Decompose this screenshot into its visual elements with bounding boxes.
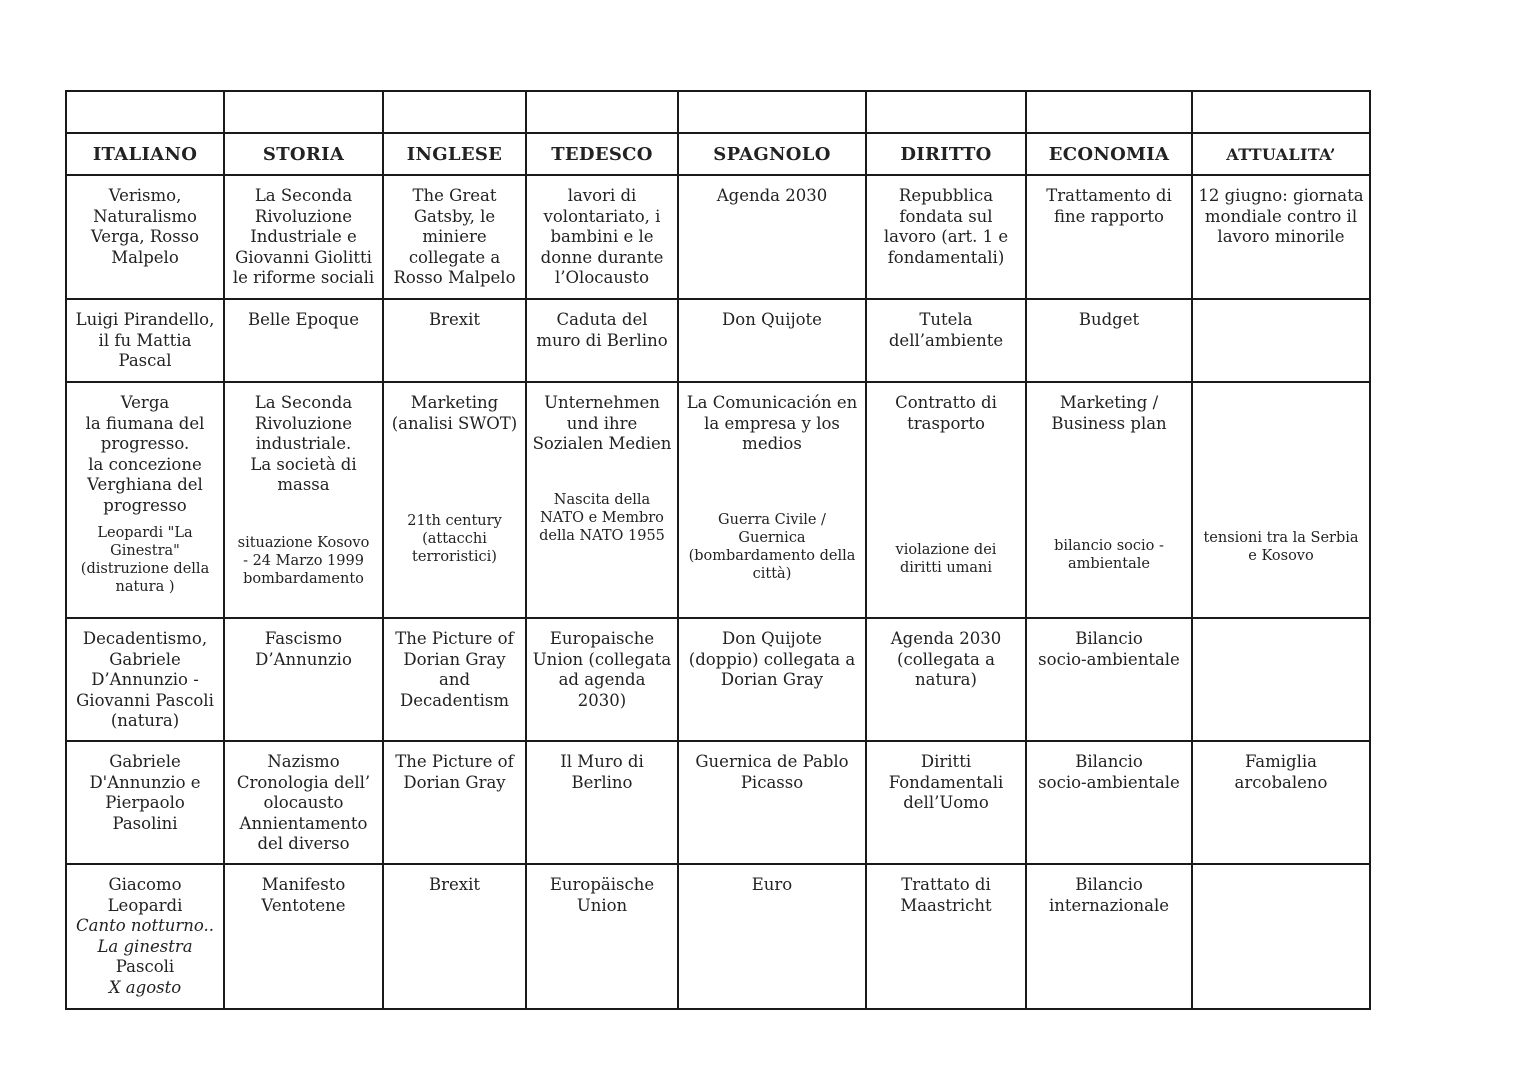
table-row xyxy=(66,175,1370,299)
header-attualita: ATTUALITA’ xyxy=(1192,133,1370,175)
header-inglese: INGLESE xyxy=(383,133,526,175)
cell-economia xyxy=(1026,741,1192,864)
cell-text-line: Unternehmen xyxy=(544,393,660,412)
cell-text-line: Fondamentali xyxy=(888,772,1004,792)
blank-cell xyxy=(383,91,526,133)
cell-italiano xyxy=(66,864,224,1009)
header-spagnolo: SPAGNOLO xyxy=(678,133,866,175)
cell-spagnolo xyxy=(678,175,866,299)
cell-text-line: medios xyxy=(742,434,802,453)
cell-text-line: Nascita della xyxy=(553,491,651,508)
cell-text-line: il fu Mattia xyxy=(98,330,192,350)
cell-spagnolo xyxy=(678,864,866,1009)
cell-text-line: - 24 Marzo 1999 xyxy=(243,552,364,569)
cell-text-line: l’Olocausto xyxy=(555,268,649,287)
cell-inglese xyxy=(383,175,526,299)
cell-storia xyxy=(224,175,383,299)
header-diritto: DIRITTO xyxy=(866,133,1026,175)
table-row xyxy=(66,299,1370,382)
cell-text-line: socio-ambientale xyxy=(1038,649,1180,669)
cell-text-line: Trattamento di xyxy=(1046,186,1172,205)
cell-storia xyxy=(224,618,383,741)
cell-inglese xyxy=(383,299,526,382)
cell-attualita xyxy=(1192,299,1370,382)
cell-text-line: fondamentali) xyxy=(887,247,1005,267)
cell-text-line: le riforme sociali xyxy=(232,268,375,287)
cell-text-line: Caduta del xyxy=(556,310,648,329)
cell-text-line: Guernica xyxy=(738,529,806,546)
blank-cell xyxy=(66,91,224,133)
cell-text-line: situazione Kosovo xyxy=(237,534,370,551)
cell-text-line: Manifesto xyxy=(261,875,346,894)
cell-text-line: Belle Epoque xyxy=(248,310,359,329)
cell-text-line: ad agenda xyxy=(558,670,646,689)
cell-text-line: 2030) xyxy=(577,690,627,710)
cell-text-line: donne durante xyxy=(540,247,664,267)
header-row xyxy=(66,133,1370,175)
cell-text-line: olocausto xyxy=(263,793,344,812)
cell-text-line: Ginestra" xyxy=(110,543,180,559)
cell-text-line: natura) xyxy=(915,670,977,689)
cell-text-line: Fascismo xyxy=(264,629,343,648)
cell-text-line: und ihre xyxy=(566,413,638,433)
cell-text-line: progresso xyxy=(103,495,187,515)
cell-text-line: Brexit xyxy=(429,310,480,329)
cell-text-line: La Seconda xyxy=(254,186,353,205)
cell-text-line: La società di xyxy=(250,454,357,474)
blank-cell xyxy=(526,91,678,133)
cell-text-line: Bilancio xyxy=(1075,752,1143,771)
cell-text-line: Union (collegata xyxy=(532,649,672,669)
cell-text-line: Pierpaolo xyxy=(105,793,185,812)
cell-text-line: Euro xyxy=(751,875,793,894)
cell-text-line: Gabriele xyxy=(109,649,181,669)
cell-storia xyxy=(224,741,383,864)
cell-text-line: trasporto xyxy=(907,413,985,433)
cell-italiano xyxy=(66,175,224,299)
cell-spagnolo xyxy=(678,741,866,864)
cell-text-line: Il Muro di xyxy=(560,752,644,771)
cell-text-line: Rosso Malpelo xyxy=(393,268,516,287)
blank-cell xyxy=(1026,91,1192,133)
cell-tedesco xyxy=(526,864,678,1009)
cell-text-line: fondata sul xyxy=(899,206,993,226)
cell-text-line: dell’ambiente xyxy=(888,330,1004,350)
cell-text-line: Annientamento xyxy=(239,813,368,833)
cell-text-line: Pasolini xyxy=(112,813,178,833)
cell-economia xyxy=(1026,382,1192,618)
cell-italiano xyxy=(66,382,224,618)
cell-text-line: la fiumana del xyxy=(85,413,205,433)
cell-text-line: Bilancio xyxy=(1075,629,1143,648)
table-row xyxy=(66,618,1370,741)
blank-cell xyxy=(224,91,383,133)
cell-text-line: Contratto di xyxy=(895,393,997,412)
cell-text-line: Bilancio xyxy=(1075,875,1143,894)
cell-text-line: The Picture of xyxy=(395,752,514,771)
cell-text-line: D’Annunzio xyxy=(255,649,352,669)
cell-text-line: lavori di xyxy=(567,186,637,205)
cell-text-line: Picasso xyxy=(740,772,804,792)
cell-text-line: la concezione xyxy=(88,454,202,474)
cell-text-line: industriale. xyxy=(255,434,352,453)
cell-text-line: bombardamento xyxy=(243,570,364,587)
cell-text-line: Trattato di xyxy=(901,875,991,894)
cell-tedesco xyxy=(526,741,678,864)
cell-text-line: Guerra Civile / xyxy=(718,511,826,528)
cell-economia xyxy=(1026,299,1192,382)
cell-text-line: Verghiana del xyxy=(87,475,203,494)
cell-text-line: Dorian Gray xyxy=(720,670,824,689)
cell-text-line: Pascal xyxy=(118,351,172,370)
cell-text-line: Agenda 2030 xyxy=(716,186,828,205)
cell-inglese xyxy=(383,618,526,741)
cell-text-line: Verga, Rosso xyxy=(90,227,200,246)
blank-cell xyxy=(678,91,866,133)
cell-inglese xyxy=(383,864,526,1009)
cell-text-line: Union xyxy=(576,895,628,915)
cell-text-line: socio-ambientale xyxy=(1038,772,1180,792)
cell-tedesco xyxy=(526,382,678,618)
cell-text-line: dell’Uomo xyxy=(903,793,989,812)
cell-text-line: The Great xyxy=(412,186,497,205)
cell-text-line: miniere xyxy=(422,227,487,246)
cell-text-line: Agenda 2030 xyxy=(890,629,1002,648)
cell-text-line: città) xyxy=(752,565,792,582)
cell-text-line: Verismo, xyxy=(108,186,182,205)
cell-text-line: ambientale xyxy=(1068,556,1150,572)
cell-text-line: Decadentism xyxy=(399,690,510,710)
cell-text-line: Naturalismo xyxy=(93,206,197,226)
cell-text-line: Diritti xyxy=(920,752,972,771)
table-row xyxy=(66,741,1370,864)
table-row xyxy=(66,864,1370,1009)
cell-text-line: Sozialen Medien xyxy=(532,434,672,453)
cell-text-line: Don Quijote xyxy=(722,629,822,648)
cell-economia xyxy=(1026,864,1192,1009)
cell-italiano xyxy=(66,741,224,864)
cell-text-line: massa xyxy=(277,475,330,494)
cell-text-line: tensioni tra la Serbia xyxy=(1203,530,1359,546)
cell-text-line: D’Annunzio - xyxy=(91,670,199,689)
cell-text-line: NATO e Membro xyxy=(540,509,664,526)
cell-text-line: Repubblica xyxy=(898,186,994,205)
cell-attualita xyxy=(1192,864,1370,1009)
cell-text-line: Europäische xyxy=(549,875,655,894)
cell-text-line: Gatsby, le xyxy=(413,206,496,226)
cell-attualita xyxy=(1192,741,1370,864)
header-tedesco: TEDESCO xyxy=(526,133,678,175)
italic-title: X agosto xyxy=(108,977,182,997)
cell-text-line: (analisi SWOT) xyxy=(391,413,518,433)
cell-text-line: La Comunicación en xyxy=(686,393,858,412)
cell-text-line: (attacchi xyxy=(422,531,487,547)
cell-text-line: lavoro (art. 1 e xyxy=(883,227,1009,246)
cell-text-line: Leopardi "La xyxy=(97,525,193,541)
cell-diritto xyxy=(866,618,1026,741)
cell-tedesco xyxy=(526,618,678,741)
cell-text-line: Giacomo xyxy=(108,875,182,894)
cell-diritto xyxy=(866,382,1026,618)
cell-storia xyxy=(224,299,383,382)
cell-text-line: Europaische xyxy=(549,629,655,648)
cell-spagnolo xyxy=(678,299,866,382)
header-economia: ECONOMIA xyxy=(1026,133,1192,175)
cell-diritto xyxy=(866,299,1026,382)
cell-text-line: internazionale xyxy=(1048,895,1170,915)
cell-text-line: bambini e le xyxy=(550,227,654,246)
cell-diritto xyxy=(866,864,1026,1009)
cell-text-line: Guernica de Pablo xyxy=(695,752,849,771)
cell-text-line: Budget xyxy=(1078,310,1140,329)
cell-text-line: Malpelo xyxy=(111,247,179,267)
cell-text-line: Luigi Pirandello, xyxy=(75,310,215,329)
cell-text-line: Verga xyxy=(120,393,170,412)
cell-tedesco xyxy=(526,299,678,382)
cell-text-line: la empresa y los xyxy=(704,413,840,433)
cell-text-line: (doppio) collegata a xyxy=(688,649,856,669)
cell-text-line: Giovanni Giolitti xyxy=(235,247,372,267)
cell-text-line: La Seconda xyxy=(254,393,353,412)
cell-text-line: della NATO 1955 xyxy=(539,527,665,544)
cell-text-line: muro di Berlino xyxy=(536,330,668,350)
cell-text-line: Brexit xyxy=(429,875,480,894)
cell-text-line: Marketing xyxy=(410,393,499,412)
cell-italiano xyxy=(66,618,224,741)
cell-text-line: The Picture of xyxy=(395,629,514,648)
cell-spagnolo xyxy=(678,382,866,618)
cell-spagnolo xyxy=(678,618,866,741)
cell-text-line: mondiale contro il xyxy=(1204,206,1358,226)
cell-tedesco xyxy=(526,175,678,299)
cell-text-line: Maastricht xyxy=(900,895,992,915)
cell-italiano xyxy=(66,299,224,382)
cell-text-line: diritti umani xyxy=(899,560,993,576)
cell-text-line: (distruzione della xyxy=(80,561,210,577)
cell-text-line: violazione dei xyxy=(895,542,997,558)
italic-title: La ginestra xyxy=(97,936,193,956)
cell-attualita xyxy=(1192,175,1370,299)
cell-diritto xyxy=(866,741,1026,864)
cell-text-line: D'Annunzio e xyxy=(89,772,201,792)
cell-text-line: 21th century xyxy=(407,513,502,529)
cell-diritto xyxy=(866,175,1026,299)
cell-text-line: Industriale e xyxy=(250,227,357,246)
blank-cell xyxy=(1192,91,1370,133)
cell-text-line: Giovanni Pascoli xyxy=(76,690,214,710)
cell-text-line: Dorian Gray xyxy=(403,649,506,669)
cell-text-line: 12 giugno: giornata xyxy=(1198,186,1364,205)
cell-text-line: (bombardamento della xyxy=(688,547,856,564)
cell-inglese xyxy=(383,741,526,864)
cell-text-line: Tutela xyxy=(919,310,973,329)
cell-text-line: Famiglia xyxy=(1244,752,1318,771)
cell-text-line: terroristici) xyxy=(412,549,497,565)
cell-attualita xyxy=(1192,382,1370,618)
cell-attualita xyxy=(1192,618,1370,741)
subjects-table xyxy=(65,90,1371,1010)
cell-text-line: Cronologia dell’ xyxy=(236,772,371,792)
cell-text-line: Gabriele xyxy=(109,752,181,771)
cell-text-line: natura ) xyxy=(115,579,175,595)
cell-text-line: Dorian Gray xyxy=(403,772,506,792)
cell-text-line: Business plan xyxy=(1051,413,1167,433)
cell-text-line: Marketing / xyxy=(1059,393,1159,412)
header-italiano: ITALIANO xyxy=(66,133,224,175)
cell-economia xyxy=(1026,618,1192,741)
cell-text-line: e Kosovo xyxy=(1248,548,1314,564)
table-row xyxy=(66,382,1370,618)
italic-title: Canto notturno.. xyxy=(76,916,214,935)
cell-text-line: (collegata a xyxy=(897,649,995,669)
cell-economia xyxy=(1026,175,1192,299)
cell-text-line: and xyxy=(438,670,471,689)
cell-text-line: bilancio socio - xyxy=(1054,538,1164,554)
blank-row xyxy=(66,91,1370,133)
header-storia: STORIA xyxy=(224,133,383,175)
cell-text-line: volontariato, i xyxy=(543,206,661,226)
cell-text-line: arcobaleno xyxy=(1234,772,1328,792)
blank-cell xyxy=(866,91,1026,133)
cell-text-line: Leopardi xyxy=(107,895,183,915)
cell-text-line: Rivoluzione xyxy=(254,206,353,226)
cell-text-line: fine rapporto xyxy=(1054,206,1164,226)
cell-inglese xyxy=(383,382,526,618)
cell-text-line: lavoro minorile xyxy=(1217,227,1345,246)
cell-text-line: Don Quijote xyxy=(722,310,822,329)
cell-text-line: progresso. xyxy=(100,434,190,453)
cell-text-line: collegate a xyxy=(408,247,501,267)
cell-text-line: Rivoluzione xyxy=(254,413,353,433)
cell-text-line: Nazismo xyxy=(267,752,340,771)
cell-storia xyxy=(224,864,383,1009)
cell-text-line: del diverso xyxy=(257,834,350,853)
cell-text-line: (natura) xyxy=(110,711,180,730)
cell-text-line: Berlino xyxy=(571,772,633,792)
author-name: Pascoli xyxy=(115,957,175,976)
cell-text-line: Ventotene xyxy=(261,895,346,915)
cell-storia xyxy=(224,382,383,618)
cell-text-line: Decadentismo, xyxy=(82,629,208,648)
